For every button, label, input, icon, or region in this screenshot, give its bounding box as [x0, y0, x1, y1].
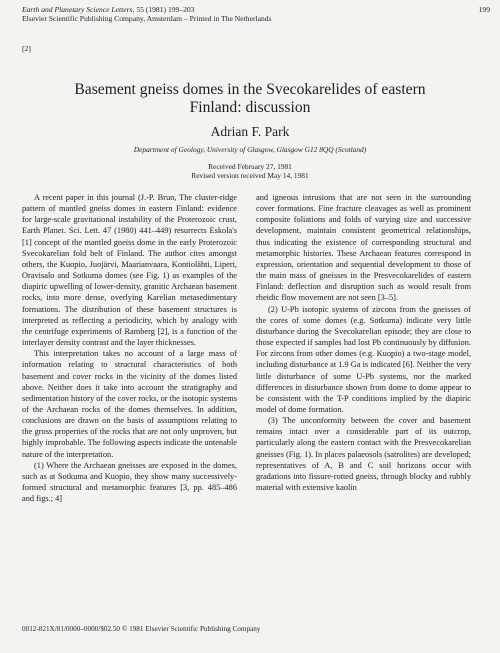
body-paragraph: (3) The unconformity between the cover and basement remains intact over a considerable part of its outcrop, particularly along the eastern contact with the Presvecokarelian gneisses (Fig. 1). In places palaeosols (satrolites) are developed; representatives of A, B and C soil horizons occur with gradations into fissure-rotted gneiss, through blocky and rubbly material with extensive kaolin	[256, 416, 471, 493]
revised-date: Revised version received May 14, 1981	[191, 171, 309, 181]
publisher-line: Elsevier Scientific Publishing Company, Amsterdam – Printed in The Netherlands	[22, 14, 272, 24]
title-line-1: Basement gneiss domes in the Svecokarelides of eastern	[74, 81, 426, 98]
body-paragraph: (1) Where the Archaean gneisses are exposed in the domes, such as at Sotkuma and Kuopio, they show many successively-formed structural and metamorphic features [3, pp. 485–486 and figs.; 4]	[22, 460, 237, 504]
author-affiliation: Department of Geology, University of Glasgow, Glasgow G12 8QQ (Scotland)	[133, 145, 367, 154]
right-column	[256, 192, 471, 493]
journal-citation	[22, 5, 272, 14]
page-number: 199	[478, 5, 490, 14]
body-paragraph: A recent paper in this journal (J.-P. Brun, The cluster-ridge pattern of mantled gneiss domes in eastern Finland: evidence for large-scale gravitational instability of the Proterozoic crust, Earth Planet. Sci. Lett. 47 (1980) 441–449) resurrects Eskola's [1] concept of the mantled gneiss dome in the early Proterozoic Svecokarelian fold belt of Finland. The author cites amongst others, the Kuopio, Juojärvi, Maarianvaara, Kontiolähti, Liperi, Oravisalo and Sotkuma domes (see Fig. 1) as examples of the diapiric upwelling of lower-density, granitic Archaean basement rocks, into more dense, overlying Karelian metasedimentary formations. The distribution of these basement structures is interpreted as reflecting a periodicity, which by analogy with the centrifuge experiments of Ramberg [2], is a function of the interlayer density contrast and the layer thicknesses.	[22, 193, 237, 348]
journal-name: Earth and Planetary Science Letters	[22, 5, 133, 14]
received-date: Received February 27, 1981	[208, 162, 292, 171]
body-paragraph: (2) U-Pb isotopic systems of zircons from the gneisses of the cores of some domes (e.g. Sotkuma) indicate very little disturbance during the Svecokarelian episode; they are close to those expected if samples had lost Pb continuously by diffusion. For zircons from other domes (e.g. Kuopio) a two-stage model, including disturbance at 1.9 Ga is indicated [6]. Neither the very little disturbance of some U-Pb systems, nor the marked differences in disturbance shown from dome to dome appear to be consistent with the T-P conditions implied by the diapiric model of dome formation.	[256, 304, 472, 414]
body-paragraph: and igneous intrusions that are not seen in the surrounding cover formations. Fine fracture cleavages as well as prominent composite foliations and folds of varying size and successive development, maintain consistent geometrical relationships, thus indicating the existence of corresponding structural and metamorphic histories. These Archaean features correspond in expression, orientation and sequential development to those of the main mass of gneisses in the Presvecokarelides of eastern Finland: deflection and disruption such as would result from rheidic flow movement are not seen [3–5].	[256, 193, 471, 303]
running-header	[22, 5, 272, 24]
body-paragraph: This interpretation takes no account of a large mass of information relating to structural characteristics of both basement and cover rocks in the vicinity of the domes listed above. Neither does it take into account the stratigraphy and sedimentation history of the cover rocks, or the isotopic systems of the Archaean rocks of the domes themselves. In addition, conclusions are drawn on the basis of assumptions relating to the gross properties of the rocks that are not only unproven, but highly improbable. The following aspects indicate the untenable nature of the interpretation.	[22, 349, 237, 459]
reference-marker: [2]	[22, 44, 31, 53]
copyright-footer: 0012-821X/81/0000–0000/$02.50 © 1981 Elsevier Scientific Publishing Company	[22, 625, 261, 633]
author-name: Adrian F. Park	[210, 124, 290, 139]
received-dates	[0, 162, 500, 180]
volume-pages: , 55 (1981) 199–203	[132, 5, 195, 14]
left-column	[22, 192, 237, 504]
title-line-2: Finland: discussion	[189, 98, 311, 116]
article-title	[30, 81, 470, 116]
